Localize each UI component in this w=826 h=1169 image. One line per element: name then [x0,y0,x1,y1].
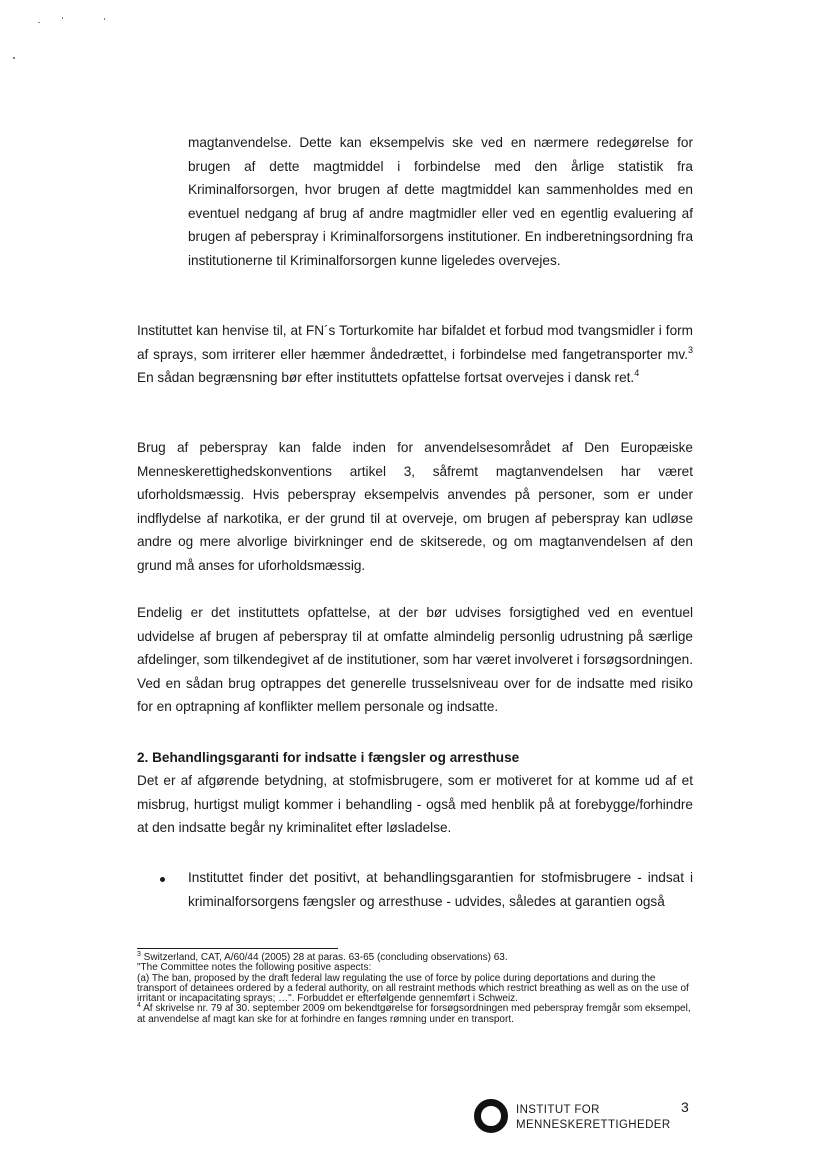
footnotes [137,953,697,1025]
footnote-divider [137,948,338,949]
institute-name-line-1: INSTITUT FOR [516,1104,600,1116]
paragraph-caution: Endelig er det instituttets opfattelse, at der bør udvises forsigtighed ved en eventuel udvidelse af brugen af peberspray til at omfatte almindelig personlig udrustning på særlige afdelinger, som tilkendegivet af de institutioner, som har været involveret i forsøgsordningen. Ved en sådan brug optrappes det generelle trusselsniveau over for de indsatte med risiko for en optrapning af konflikter mellem personale og indsatte. [137,605,693,714]
footnote-ref-4[interactable]: 4 [634,368,640,378]
paragraph-human-rights-convention: Brug af peberspray kan falde inden for anvendelsesområdet af Den Europæiske Menneskerettighedskonventions artikel 3, såfremt magtanvendelsen har været uforholdsmæssig. Hvis peberspray eksempelvis anvendes på personer, som er under indflydelse af narkotika, er der grund til at overveje, om brugen af peberspray kan udløse andre og mere alvorlige bivirkninger end de skitserede, og om magtanvendelsen af den grund må anses for uforholdsmæssig. [137,440,693,573]
footnote-3-quote: "The Committee notes the following positive aspects: [137,962,372,974]
institute-ring-logo-icon [473,1098,509,1134]
bullet-item: Instituttet finder det positivt, at behandlingsgarantien for stofmisbrugere - indsat i kriminalforsorgens fængsler og arresthuse - udvides, således at garantien også [188,870,693,909]
paragraph-text: En sådan begrænsning bør efter instituttets opfattelse fortsat overvejes i dansk ret. [137,370,635,385]
bullet-dot [160,877,165,882]
footnote-ref-3[interactable]: 3 [687,344,693,355]
footnote-number: 3 [137,951,141,958]
footnote-text: Af skrivelse nr. 79 af 30. september 2009 om bekendtgørelse for forsøgsordningen med peberspray fremgår som eksempel, at anvendelse af magt kan ske for at forhindre en fanges rømning under en transport. [137,1003,691,1025]
footnote-4 [137,1004,697,1025]
footnote-number: 4 [137,1002,141,1010]
indented-paragraph: magtanvendelse. Dette kan eksempelvis ske ved en nærmere redegørelse for brugen af dette magtmiddel i forbindelse med den årlige statistik fra Kriminalforsorgen, hvor brugen af dette magtmiddel kan sammenholdes med en eventuel nedgang af brug af andre magtmidler eller ved en egentlig evaluering af brugen af peberspray i Kriminalforsorgens institutioner. En indberetningsordning fra institutionerne til Kriminalforsorgen kunne ligeledes overvejes. [188,135,693,268]
page-number: 3 [681,1099,689,1115]
paragraph-text: Instituttet kan henvise til, at FN´s Torturkomite har bifaldet et forbud mod tvangsmidler i form af sprays, som irriterer eller hæmmer åndedrættet, i forbindelse med fangetransporter mv. [137,323,693,362]
paragraph-torture-committee [137,319,693,390]
paragraph-treatment: Det er af afgørende betydning, at stofmisbrugere, som er motiveret for at komme ud af et misbrug, hurtigst muligt kommer i behandling - også med henblik på at forebygge/forhindre at den indsatte begår ny kriminalitet efter løsladelse. [137,773,693,835]
section-heading: 2. Behandlingsgaranti for indsatte i fængsler og arresthuse [137,750,520,765]
institute-name [516,1103,671,1133]
footnote-text: Switzerland, CAT, A/60/44 (2005) 28 at paras. 63-65 (concluding observations) 63. [140,952,508,963]
institute-name-line-2: MENNESKERETTIGHEDER [516,1119,671,1131]
footnote-3-detail: (a) The ban, proposed by the draft federal law regulating the use of force by police during deportations and during the transport of detainees ordered by a federal authority, on all restraint methods which restrict breathing as well as on the use of irritant or incapacitating sprays; …". Forbuddet er efterfølgende gennemført i Schweiz. [137,972,689,1005]
